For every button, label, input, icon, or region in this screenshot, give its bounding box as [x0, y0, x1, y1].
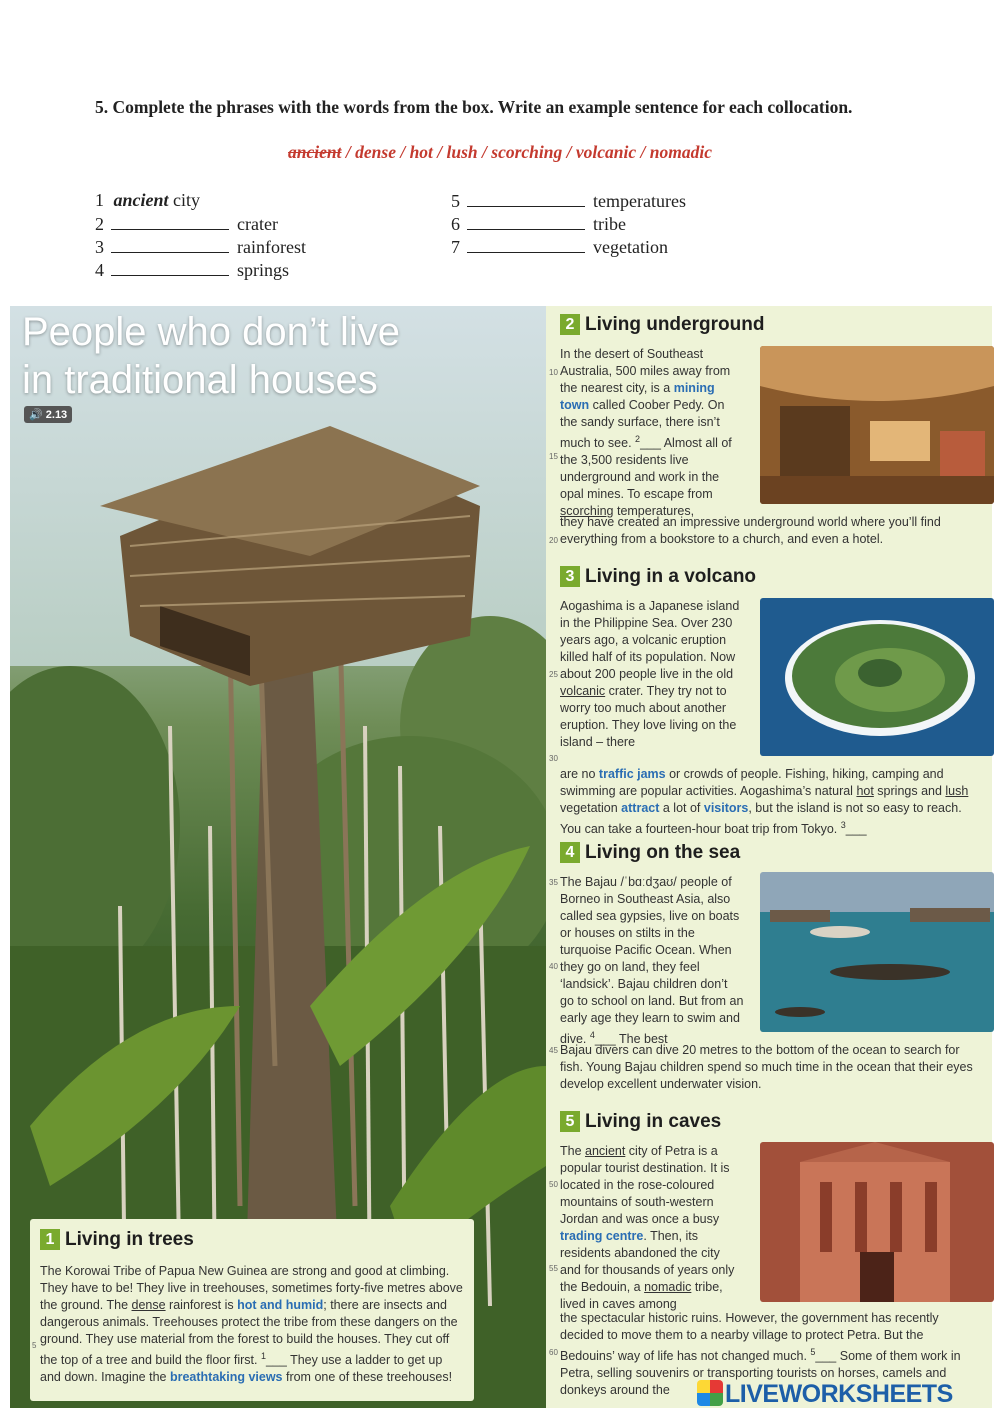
audio-track-badge[interactable]: 🔊 2.13: [24, 406, 72, 423]
section-2-text-b: they have created an impressive underground world where you’ll find everything from a bookstore to a church, and even a hotel.: [560, 515, 941, 546]
exercise-item-6: [451, 212, 626, 235]
section-1-number: 1: [40, 1229, 60, 1250]
exercise-item-1: [95, 189, 200, 211]
item-word: vegetation: [593, 237, 668, 257]
item-number: 6: [451, 214, 460, 234]
line-number: 55: [549, 1264, 558, 1273]
section-3-text-b: are no traffic jams or crowds of people. Fishing, hiking, camping and swimming are popular activities. Aogashima’s natural hot springs and lush vegetation attract a lot of visitors, but the island is not so easy to reach. You can take a fourteen-hour boat trip from Tokyo. $^3$___: [560, 767, 969, 837]
line-number: 30: [549, 754, 558, 763]
line-number: 40: [549, 962, 558, 971]
line-number: 35: [549, 878, 558, 887]
section-5-text-a: The ancient city of Petra is a popular tourist destination. It is located in the rose-coloured mountains of south-western Jordan and was once a busy trading centre. Then, its residents abandoned the city and for thousands of years only the Bedouin, a nomadic tribe, lived in caves among: [560, 1144, 735, 1311]
section-5-title: Living in caves: [585, 1111, 722, 1132]
right-column: [546, 306, 992, 1408]
answer-blank[interactable]: [111, 258, 229, 276]
item-number: 5: [451, 191, 460, 211]
item-number: 3: [95, 237, 104, 257]
item-word: springs: [237, 260, 290, 280]
treehouse-photo: [10, 306, 546, 1408]
section-4-heading: [560, 842, 740, 864]
word-ancient-struck: ancient: [288, 142, 342, 162]
item-word: temperatures: [593, 191, 686, 211]
article-page: [10, 306, 992, 1408]
article-title: [22, 308, 522, 404]
item-number: 7: [451, 237, 460, 257]
answer-blank[interactable]: [111, 212, 229, 230]
section-4-text-a: The Bajau /ˈbɑːdʒaʊ/ people of Borneo in Southeast Asia, also called sea gypsies, live on boats or houses on stilts in the turquoise Pacific Ocean. When they go on land, they feel ‘landsick’. Bajau children don’t go to school on land. But from an early age they learn to swim and dive. $^4$___ The best: [560, 875, 744, 1047]
section-1-heading: [40, 1229, 194, 1251]
section-4-title: Living on the sea: [585, 842, 741, 863]
exercise-instruction: 5. Complete the phrases with the words from the box. Write an example sentence for each collocation.: [95, 97, 853, 117]
item-word: city: [173, 190, 201, 210]
audio-track-number: 2.13: [45, 409, 68, 421]
section-1-title: Living in trees: [65, 1229, 194, 1250]
line-number: 5: [32, 1341, 37, 1350]
exercise-item-5: [451, 189, 686, 212]
line-number: 45: [549, 1046, 558, 1055]
volcano-island-photo: [760, 598, 994, 756]
section-2-number: 2: [560, 314, 580, 335]
line-number: 20: [549, 536, 558, 545]
line-number: 10: [549, 368, 558, 377]
item-word: tribe: [593, 214, 626, 234]
section-5-heading: [560, 1111, 721, 1133]
line-number: 60: [549, 1348, 558, 1357]
section-4-text-b: Bajau divers can dive 20 metres to the bottom of the ocean to search for fish. Young Bajau children spend so much time in the ocean that their eyes develop excellent underwater vision.: [560, 1043, 973, 1091]
word-box-list: / dense / hot / lush / scorching / volcanic / nomadic: [341, 142, 712, 162]
section-3-number: 3: [560, 566, 580, 587]
section-3-text-a: Aogashima is a Japanese island in the Philippine Sea. Over 230 years ago, a volcanic eruption killed half of its population. Now about 200 people live in the old volcanic crater. They try not to worry too much about another eruption. They love living on the island – there: [560, 599, 740, 749]
line-number: 15: [549, 452, 558, 461]
word-box: [0, 142, 1000, 163]
item-word: crater: [237, 214, 278, 234]
section-2-heading: [560, 314, 764, 336]
petra-photo: [760, 1142, 994, 1302]
section-5-text-b: the spectacular historic ruins. However, the government has recently decided to move them to a nearby village to protect Petra. But the Bedouins’ way of life has not changed much. $^5$___ Some of them work in Petra, selling souvenirs or transporting tourists on horses, camels and donkeys around the: [560, 1311, 961, 1398]
liveworksheets-logo: [697, 1380, 953, 1409]
exercise-item-3: [95, 235, 306, 258]
item-number: 4: [95, 260, 104, 280]
sea-village-photo: [760, 872, 994, 1032]
item-word: rainforest: [237, 237, 306, 257]
section-1-text: The Korowai Tribe of Papua New Guinea are strong and good at climbing. They have to be! They live in treehouses, sometimes forty-five metres above the ground. The dense rainforest is hot and humid; there are insects and dangerous animals. Treehouses protect the tribe from these dangers on the ground. They use material from the forest to build the houses. They cut off the top of a tree and build the floor first. $^1$___ They use a ladder to get up and down. Imagine the breathtaking views from one of these treehouses!: [40, 1264, 463, 1385]
answer-blank[interactable]: [467, 189, 585, 207]
exercise-item-2: [95, 212, 278, 235]
line-number: 25: [549, 670, 558, 679]
liveworksheets-wordmark: LIVEWORKSHEETS: [725, 1380, 953, 1408]
section-3-title: Living in a volcano: [585, 566, 757, 587]
title-line-1: People who don’t live: [22, 310, 401, 354]
exercise-item-4: [95, 258, 289, 281]
section-2-text-a: In the desert of Southeast Australia, 500 miles away from the nearest city, is a mining town called Coober Pedy. On the sandy surface, there isn’t much to see. $^2$___ Almost all of the 3,500 residents live underground and work in the opal mines. To escape from scorching temperatures,: [560, 347, 732, 519]
section-2-title: Living underground: [585, 314, 765, 335]
liveworksheets-icon: [697, 1380, 723, 1406]
underground-home-photo: [760, 346, 994, 504]
section-5-number: 5: [560, 1111, 580, 1132]
section-3-heading: [560, 566, 756, 588]
line-number: 50: [549, 1180, 558, 1189]
answer-blank[interactable]: [467, 212, 585, 230]
item-number: 1: [95, 190, 104, 210]
answer-blank[interactable]: [467, 235, 585, 253]
section-living-in-trees: [30, 1219, 474, 1401]
answer-blank[interactable]: [111, 235, 229, 253]
item-number: 2: [95, 214, 104, 234]
section-4-number: 4: [560, 842, 580, 863]
title-line-2: in traditional houses: [22, 358, 378, 402]
given-word: ancient: [113, 190, 169, 210]
exercise-item-7: [451, 235, 668, 258]
